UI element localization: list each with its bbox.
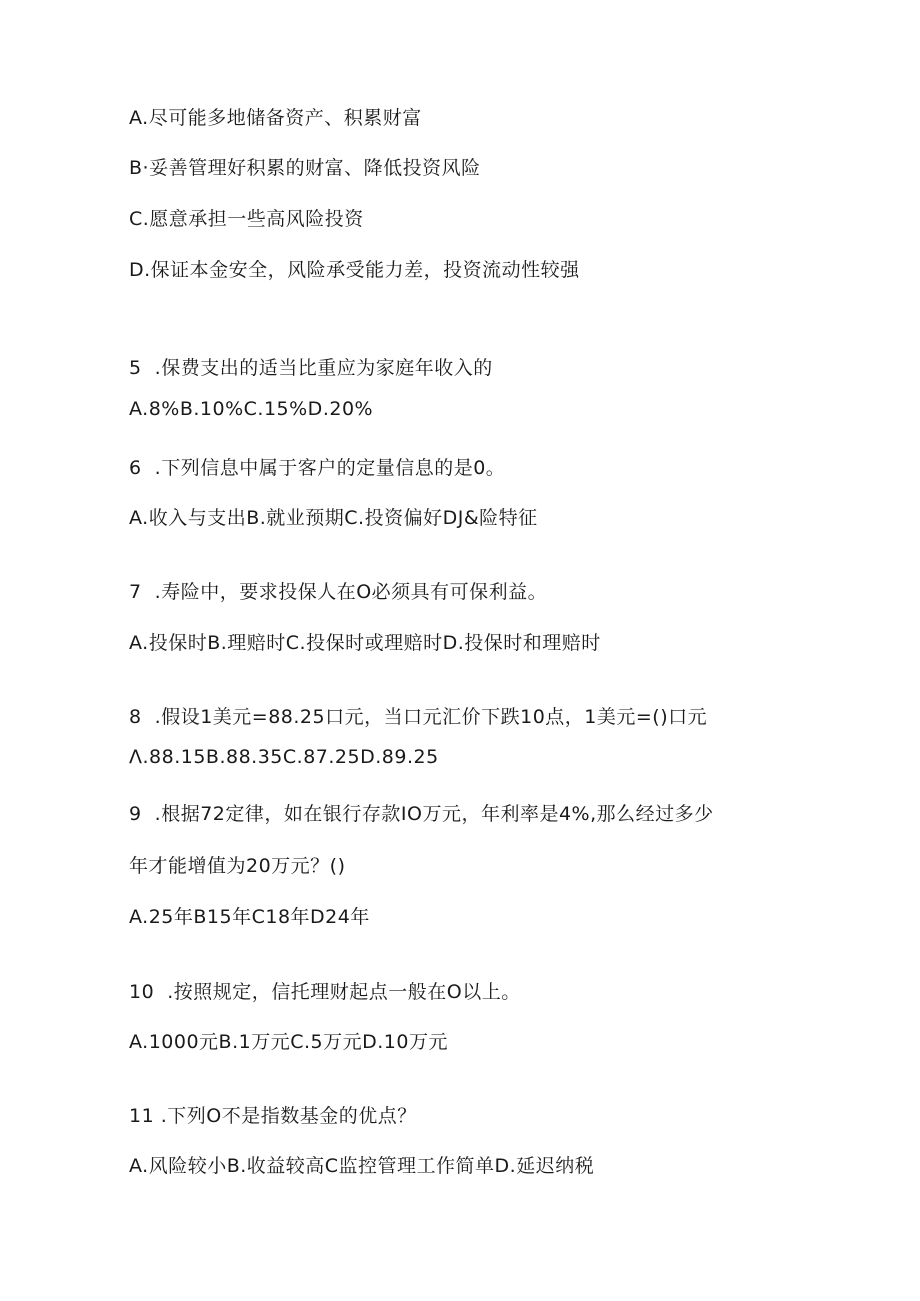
options-q9: A.25年B15年C18年D24年 [129,906,370,928]
question-9-continued: 年才能增值为20万元？() [129,855,346,877]
question-9: 9 .根据72定律，如在银行存款IO万元，年利率是4%,那么经过多少 [129,803,714,825]
option-a-q4: A.尽可能多地储备资产、积累财富 [129,107,422,129]
question-7: 7 .寿险中，要求投保人在O必须具有可保利益。 [129,581,548,603]
options-q10: A.1000元B.1万元C.5万元D.10万元 [129,1031,448,1053]
question-8: 8 .假设1美元=88.25口元，当口元汇价下跌10点，1美元=()口元 [129,706,708,728]
options-q6: A.收入与支出B.就业预期C.投资偏好DJ&险特征 [129,507,538,529]
question-6: 6 .下列信息中属于客户的定量信息的是0。 [129,457,506,479]
question-5: 5 .保费支出的适当比重应为家庭年收入的 [129,357,493,379]
question-11: 11 .下列O不是指数基金的优点？ [129,1105,417,1127]
option-d-q4: D.保证本金安全，风险承受能力差，投资流动性较强 [129,259,580,281]
question-10: 10 .按照规定，信托理财起点一般在O以上。 [129,981,521,1003]
options-q8: Λ.88.15B.88.35C.87.25D.89.25 [129,746,439,768]
option-b-q4: B·妥善管理好积累的财富、降低投资风险 [129,157,481,179]
option-c-q4: C.愿意承担一些高风险投资 [129,208,364,230]
options-q11: A.风险较小B.收益较高C监控管理工作简单D.延迟纳税 [129,1155,595,1177]
options-q5: A.8%B.10%C.15%D.20% [129,398,374,420]
options-q7: A.投保时B.理赔时C.投保时或理赔时D.投保时和理赔时 [129,632,601,654]
